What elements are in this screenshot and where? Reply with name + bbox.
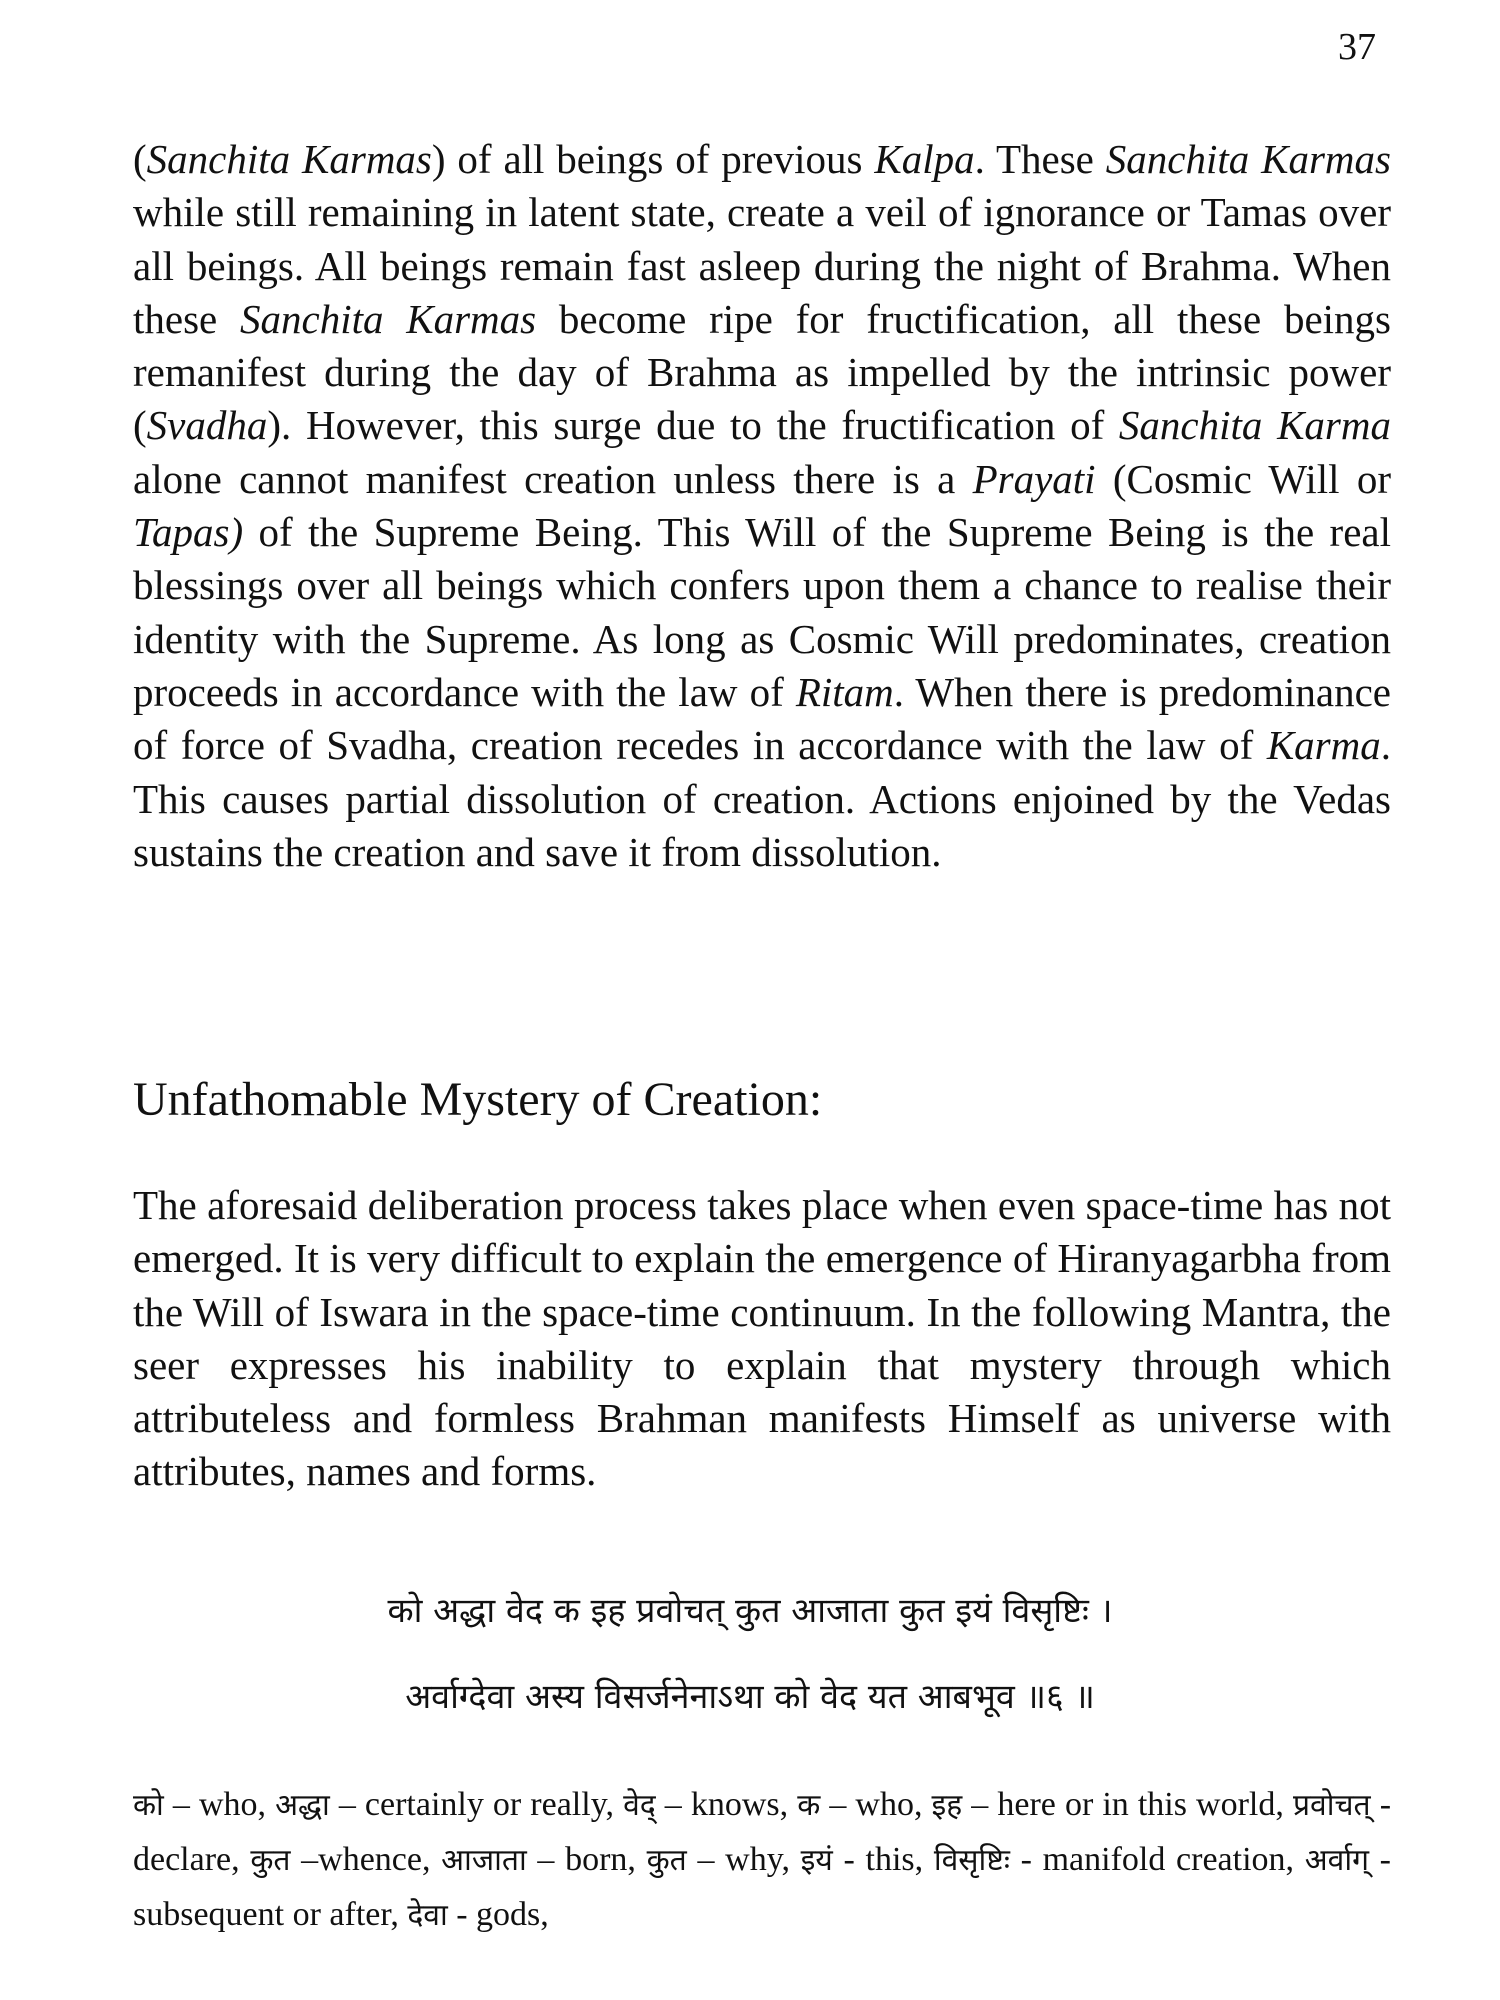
glossary-word: देवा bbox=[407, 1898, 448, 1933]
text-run: (Cosmic Will or bbox=[1095, 455, 1392, 502]
glossary-meaning: – why, bbox=[686, 1841, 801, 1878]
word-glossary bbox=[133, 1778, 1391, 1943]
mantra-line-1: को अद्धा वेद क इह प्रवोचत् कुत आजाता कुत इयं विसृष्टिः । bbox=[387, 1591, 1113, 1631]
glossary-meaning: - this, bbox=[832, 1841, 934, 1878]
glossary-word: को bbox=[133, 1788, 164, 1823]
glossary-word: अर्वाग् bbox=[1304, 1843, 1369, 1878]
section-heading: Unfathomable Mystery of Creation: bbox=[133, 1073, 823, 1126]
glossary-word: अद्धा bbox=[275, 1788, 330, 1823]
italic-term: Sanchita Karmas bbox=[146, 136, 432, 182]
glossary-meaning: - subsequent or after, bbox=[133, 1841, 1392, 1933]
glossary-meaning: – born, bbox=[526, 1841, 647, 1878]
italic-term: Prayati bbox=[972, 455, 1096, 502]
glossary-word: वेद् bbox=[623, 1788, 656, 1823]
glossary-word: कुत bbox=[646, 1843, 687, 1878]
italic-term: Svadha bbox=[146, 402, 268, 449]
glossary-word: क bbox=[797, 1788, 821, 1823]
italic-term: Sanchita Karmas bbox=[240, 295, 537, 342]
glossary-meaning: - declare, bbox=[133, 1786, 1392, 1878]
italic-term: Tapas) bbox=[133, 509, 244, 556]
glossary-word: इह bbox=[931, 1788, 963, 1823]
glossary-meaning: – here or in this world, bbox=[962, 1786, 1293, 1823]
italic-term: Kalpa bbox=[874, 136, 975, 182]
text-run: while still remaining in latent state, create a veil of ignorance or Tamas over all beings. All beings remain fast asleep during the night of Brahma. When these bbox=[133, 189, 1391, 342]
glossary-meaning: – certainly or really, bbox=[329, 1786, 624, 1823]
glossary-meaning: –whence, bbox=[290, 1841, 442, 1878]
glossary-meaning: - manifold creation, bbox=[1009, 1841, 1305, 1878]
italic-term: Sanchita Karma bbox=[1118, 402, 1391, 449]
glossary-meaning: – who, bbox=[820, 1786, 932, 1823]
page-number: 37 bbox=[1338, 26, 1376, 68]
glossary-meaning: – who, bbox=[163, 1786, 276, 1823]
text-run: become ripe for fructification, all these beings remanifest during the day of Brahma as impelled by the intrinsic power ( bbox=[133, 295, 1391, 449]
glossary-word: विसृष्टिः bbox=[933, 1843, 1010, 1878]
text-run: . When there is predominance of force of Svadha, creation recedes in accordance with the law of bbox=[133, 668, 1392, 769]
glossary-word: प्रवोचत् bbox=[1292, 1788, 1371, 1823]
glossary-meaning: – knows, bbox=[655, 1786, 798, 1823]
glossary-word: आजाता bbox=[441, 1843, 527, 1878]
text-run: alone cannot manifest creation unless there is a bbox=[133, 455, 973, 502]
text-run: . These bbox=[974, 136, 1106, 182]
text-run: of the Supreme Being. This Will of the Supreme Being is the real blessings over all beings which confers upon them a chance to realise their identity with the Supreme. As long as Cosmic Will predominates, creation proceeds in accordance with the law of bbox=[133, 509, 1391, 715]
text-run: ). However, this surge due to the fructification of bbox=[267, 402, 1119, 449]
italic-term: Karma bbox=[1266, 722, 1381, 769]
text-run: . This causes partial dissolution of creation. Actions enjoined by the Vedas sustains the creation and save it from dissolution. bbox=[133, 722, 1391, 875]
text-run: ( bbox=[133, 136, 147, 182]
text-run: ) of all beings of previous bbox=[431, 136, 875, 182]
paragraph-deliberation: The aforesaid deliberation process takes place when even space-time has not emerged. It is very difficult to explain the emergence of Hiranyagarbha from the Will of Iswara in the space-time continuum. In the following Mantra, the seer expresses his inability to explain that mystery through which attributeless and formless Brahman manifests Himself as universe with attributes, names and forms. bbox=[133, 1182, 1391, 1495]
glossary-meaning: - gods, bbox=[447, 1896, 549, 1933]
glossary-word: इयं bbox=[800, 1843, 833, 1878]
italic-term: Sanchita Karmas bbox=[1105, 136, 1391, 182]
paragraph-sanchita-karmas bbox=[133, 133, 1391, 879]
italic-term: Ritam bbox=[795, 668, 894, 715]
glossary-word: कुत bbox=[250, 1843, 291, 1878]
mantra-line-2: अर्वाग्देवा अस्य विसर्जनेनाऽथा को वेद यत आबभूव ॥६ ॥ bbox=[405, 1677, 1095, 1717]
